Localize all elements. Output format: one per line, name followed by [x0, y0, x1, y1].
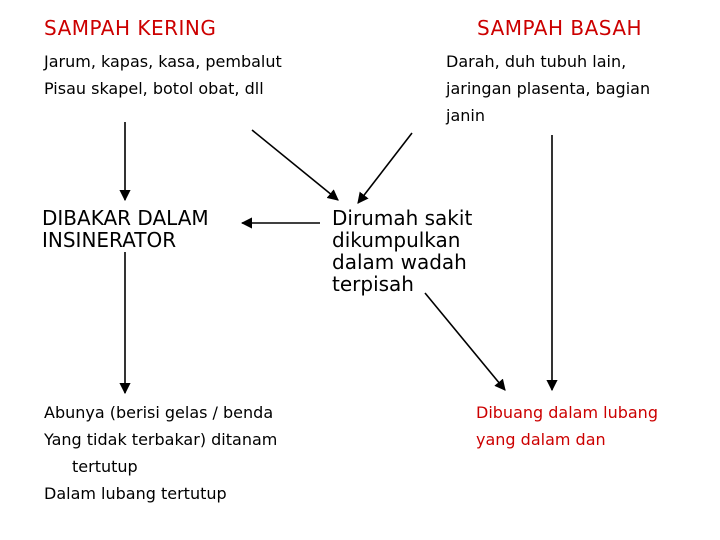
incinerator-line-1: DIBAKAR DALAM — [42, 206, 209, 230]
collection-line-1: Dirumah sakit — [332, 206, 473, 230]
ash-line-1: Abunya (berisi gelas / benda — [44, 403, 274, 422]
wet-item-3: janin — [446, 106, 485, 125]
collection-line-2: dikumpulkan — [332, 228, 461, 252]
arrow-collection-to-disposal — [425, 293, 505, 390]
dry-item-1: Jarum, kapas, kasa, pembalut — [44, 52, 282, 71]
wet-waste-title: SAMPAH BASAH — [477, 16, 643, 40]
incinerator-line-2: INSINERATOR — [42, 228, 177, 252]
arrow-dry-to-collection — [252, 130, 338, 200]
ash-line-3: tertutup — [72, 457, 138, 476]
arrow-wet-to-collection — [358, 133, 412, 203]
dry-item-2: Pisau skapel, botol obat, dll — [44, 79, 264, 98]
collection-line-4: terpisah — [332, 272, 414, 296]
wet-item-1: Darah, duh tubuh lain, — [446, 52, 627, 71]
ash-line-4: Dalam lubang tertutup — [44, 484, 227, 503]
ash-line-2: Yang tidak terbakar) ditanam — [44, 430, 278, 449]
wet-item-2: jaringan plasenta, bagian — [446, 79, 651, 98]
collection-line-3: dalam wadah — [332, 250, 467, 274]
disposal-line-1: Dibuang dalam lubang — [476, 403, 658, 422]
dry-waste-title: SAMPAH KERING — [44, 16, 217, 40]
disposal-line-2: yang dalam dan — [476, 430, 606, 449]
